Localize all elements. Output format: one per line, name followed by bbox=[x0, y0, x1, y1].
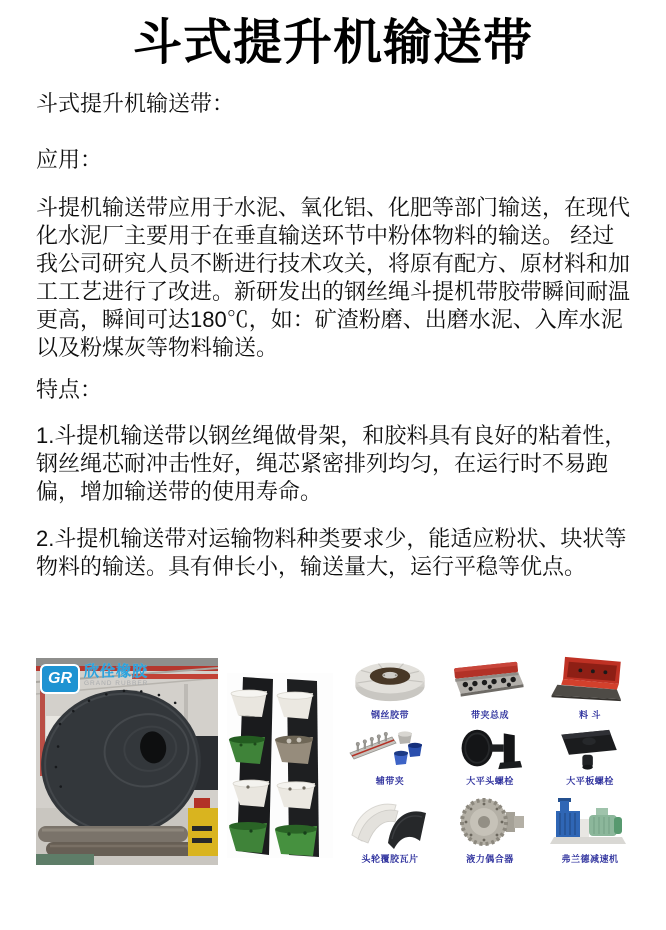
product-thumb-flender-reducer bbox=[540, 787, 640, 865]
feature-item-2: 2.斗提机输送带对运输物料种类要求少，能适应粉状、块状等物料的输送。具有伸长小，输送量大，运行平稳等优点。 bbox=[36, 526, 627, 579]
intro-label: 斗式提升机输送带： bbox=[36, 91, 235, 116]
brand-name-cn: 欣佺橡胶 bbox=[84, 663, 149, 680]
brand-logo bbox=[40, 664, 148, 694]
product-thumb-hopper bbox=[540, 655, 640, 721]
elevator-buckets-photo bbox=[227, 673, 333, 858]
brand-logo-text bbox=[84, 664, 148, 688]
flat-head-bolt-icon bbox=[448, 727, 532, 771]
product-thumb-fluid-coupling bbox=[440, 787, 540, 865]
page-title: 斗式提升机输送带 bbox=[132, 16, 533, 70]
product-label: 辅带夹 bbox=[375, 776, 405, 786]
product-label: 液力偶合器 bbox=[466, 854, 514, 864]
product-thumb-rubber-tile bbox=[340, 787, 440, 865]
product-label: 大平板螺栓 bbox=[566, 776, 614, 786]
product-grid bbox=[340, 655, 640, 865]
product-thumb-steel-wire-belt bbox=[340, 655, 440, 721]
product-label: 料 斗 bbox=[578, 710, 601, 720]
head-pulley-rubber-tile-icon bbox=[348, 795, 432, 849]
conveyor-belt-roll-photo bbox=[36, 658, 218, 865]
application-paragraph: 斗提机输送带应用于水泥、氧化铝、化肥等部门输送，在现代化水泥厂主要用于在垂直输送环节中粉体物料的输送。 经过我公司研究人员不断进行技术攻关，将原有配方、原材料和加工工艺进行了改进。新研发出的钢丝绳斗提机带胶带瞬间耐温更高，瞬间可达180℃，如：矿渣粉磨、出磨水泥、入库水泥以及粉煤灰等物料输送。 bbox=[36, 195, 631, 360]
flender-reducer-icon bbox=[548, 795, 632, 849]
bucket-display-illustration bbox=[227, 673, 333, 858]
product-thumb-belt-clamp-assembly bbox=[440, 655, 540, 721]
application-heading: 应用： bbox=[36, 147, 103, 172]
steel-wire-belt-icon bbox=[348, 655, 432, 705]
product-label: 钢丝胶带 bbox=[370, 710, 409, 720]
product-label: 带夹总成 bbox=[470, 710, 509, 720]
brand-monogram-badge: GR bbox=[40, 664, 80, 694]
brand-name-en: GRAND RUBBER bbox=[84, 680, 149, 687]
fluid-coupling-icon bbox=[448, 795, 532, 849]
features-heading: 特点： bbox=[36, 377, 103, 402]
product-label: 头轮覆胶瓦片 bbox=[361, 854, 419, 864]
product-thumb-flat-head-bolt bbox=[440, 721, 540, 787]
hopper-icon bbox=[548, 655, 632, 705]
product-label: 弗兰德减速机 bbox=[561, 854, 619, 864]
product-label: 大平头螺栓 bbox=[466, 776, 514, 786]
description-text bbox=[36, 90, 636, 581]
flat-plate-bolt-icon bbox=[548, 727, 632, 771]
product-thumb-belt-clamp-strip bbox=[340, 721, 440, 787]
product-gallery bbox=[0, 630, 666, 910]
belt-clamp-strip-icon bbox=[348, 727, 432, 771]
belt-clamp-assembly-icon bbox=[448, 655, 532, 705]
feature-item-1: 1.斗提机输送带以钢丝绳做骨架，和胶料具有良好的粘着性，钢丝绳芯耐冲击性好，绳芯紧密排列均匀，在运行时不易跑偏，增加输送带的使用寿命。 bbox=[36, 423, 627, 504]
product-thumb-flat-plate-bolt bbox=[540, 721, 640, 787]
